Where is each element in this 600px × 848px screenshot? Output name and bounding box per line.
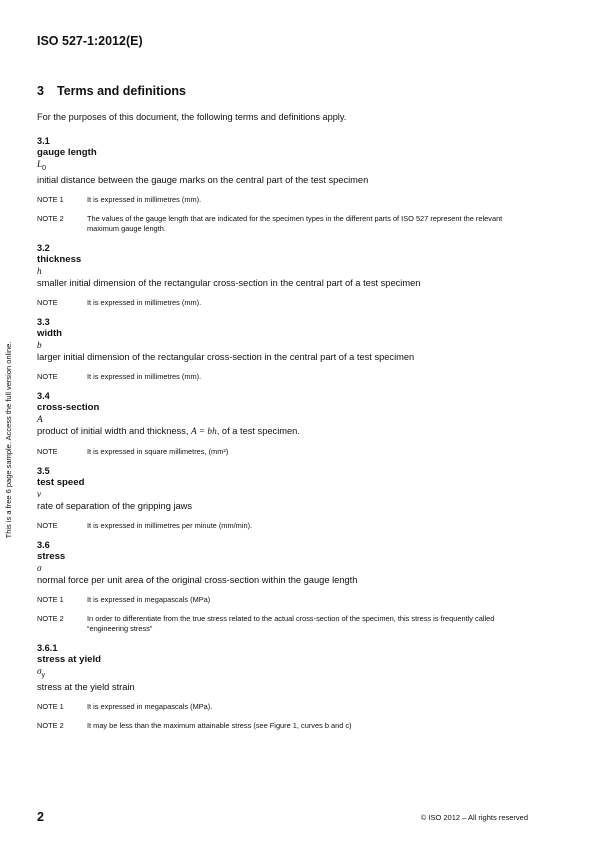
term-definition: smaller initial dimension of the rectangular cross-section in the central part of a test specimen [37,277,421,288]
term-number: 3.5 [37,465,50,476]
term-entry [37,243,532,308]
term-symbol [37,666,532,681]
note-label: NOTE 2 [37,720,64,730]
note-text: It is expressed in megapascals (MPa) [87,594,211,604]
term-note [37,595,532,605]
definition-text: , of a test specimen. [216,425,300,436]
term-symbol-main: h [37,265,42,276]
term-note [37,214,532,234]
term-symbol [37,159,532,174]
note-text: It is expressed in millimetres (mm). [87,371,202,381]
note-label: NOTE 1 [37,594,64,604]
term-note [37,521,532,531]
note-label: NOTE 2 [37,213,64,223]
page-content [37,80,532,740]
term-entry [37,136,532,234]
term-number: 3.4 [37,390,50,401]
term-entry [37,391,532,457]
note-text: It is expressed in square millimetres, (mm²) [87,446,229,456]
term-symbol-main: σ [37,665,42,676]
term-definition: stress at the yield strain [37,681,135,692]
section-number: 3 [37,84,44,98]
term-name: gauge length [37,147,97,158]
note-label: NOTE 2 [37,613,64,623]
term-symbol-subscript: 0 [42,164,47,172]
definition-formula: A = bh [191,426,217,437]
note-text: It is expressed in millimetres per minute (mm/min). [87,520,253,530]
note-label: NOTE [37,371,58,381]
term-note [37,702,532,712]
note-label: NOTE 1 [37,194,64,204]
term-symbol-main: v [37,488,42,499]
document-id-header: ISO 527-1:2012(E) [37,34,143,48]
term-symbol-subscript: y [41,671,46,679]
term-number: 3.1 [37,136,50,146]
section-intro: For the purposes of this document, the following terms and definitions apply. [37,112,347,122]
note-text: It may be less than the maximum attainable stress (see Figure 1, curves b and c) [87,720,352,730]
sample-sidebar [1,320,17,560]
note-text: It is expressed in millimetres (mm). [87,194,202,204]
note-label: NOTE 1 [37,701,64,711]
term-entry [37,317,532,382]
term-symbol [37,414,532,425]
term-number: 3.2 [37,242,50,253]
term-name: thickness [37,253,82,265]
note-text: It is expressed in millimetres (mm). [87,297,202,307]
term-definition: rate of separation of the gripping jaws [37,500,193,511]
term-entry [37,540,532,634]
term-note [37,614,532,634]
term-symbol-main: L [37,159,43,169]
term-entry [37,643,532,731]
term-name: stress [37,550,66,562]
sample-sidebar-text: This is a free 6 page sample. Access the full version online. [4,341,13,539]
term-number: 3.6.1 [37,642,58,653]
note-label: NOTE [37,520,58,530]
term-note [37,447,532,457]
note-text: In order to differentiate from the true stress related to the actual cross-section of the specimen, this stress is frequently called “engineering stress” [87,613,495,633]
term-symbol [37,266,532,277]
term-definition: normal force per unit area of the original cross-section within the gauge length [37,574,358,585]
term-note [37,195,532,205]
term-name: test speed [37,476,85,488]
term-symbol [37,563,532,574]
note-text: It is expressed in megapascals (MPa). [87,701,213,711]
term-symbol [37,489,532,500]
section-title: Terms and definitions [57,84,186,98]
section-heading [37,84,532,98]
terms-list [37,136,532,731]
term-name: stress at yield [37,653,101,665]
term-symbol-main: σ [37,562,42,573]
term-definition: larger initial dimension of the rectangular cross-section in the central part of a test specimen [37,351,415,362]
term-definition [37,425,532,438]
note-label: NOTE [37,446,58,456]
term-definition: initial distance between the gauge marks on the central part of the test specimen [37,174,369,185]
term-symbol-main: b [37,339,42,350]
term-note [37,372,532,382]
page-number: 2 [37,810,44,824]
note-text: The values of the gauge length that are indicated for the specimen types in the different parts of ISO 527 represent the relevant maximum gauge length. [87,213,503,233]
copyright-notice: © ISO 2012 – All rights reserved [420,813,528,822]
term-number: 3.6 [37,539,50,550]
term-symbol-main: A [37,413,43,424]
term-entry [37,466,532,531]
term-note [37,721,532,731]
term-name: width [37,327,63,339]
term-name: cross-section [37,401,100,413]
term-note [37,298,532,308]
term-symbol [37,340,532,351]
term-number: 3.3 [37,316,50,327]
definition-text: product of initial width and thickness, [37,425,191,436]
note-label: NOTE [37,297,58,307]
